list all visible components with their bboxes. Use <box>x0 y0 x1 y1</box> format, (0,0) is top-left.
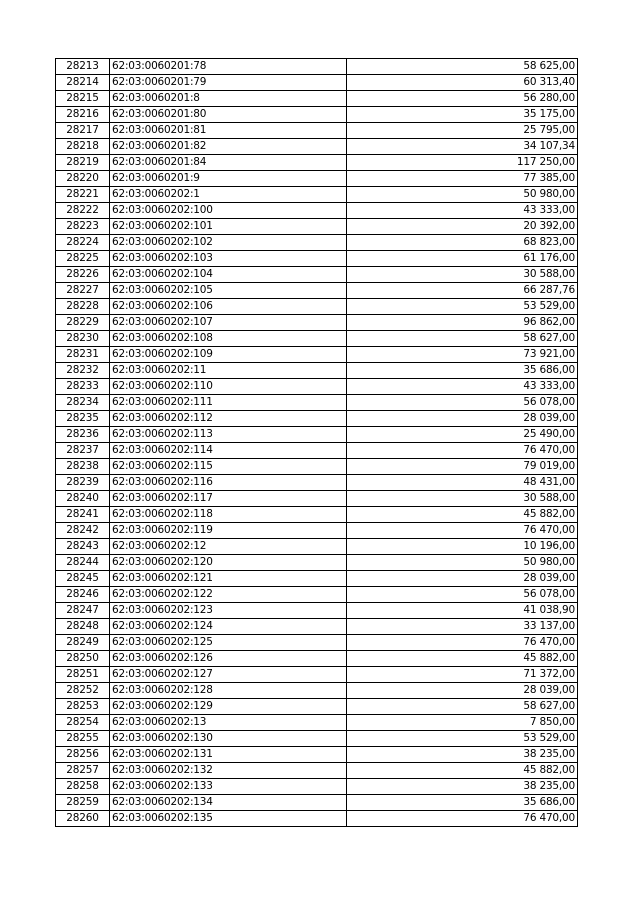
cadastral-value-cell: 66 287,76 <box>347 283 578 299</box>
cadastral-number-cell: 62:03:0060202:117 <box>110 491 347 507</box>
table-row <box>56 59 578 75</box>
row-number-cell: 28256 <box>56 747 110 763</box>
cadastral-number-cell: 62:03:0060202:125 <box>110 635 347 651</box>
row-number-cell: 28236 <box>56 427 110 443</box>
table-row <box>56 507 578 523</box>
cadastral-value-cell: 53 529,00 <box>347 299 578 315</box>
table-row <box>56 203 578 219</box>
cadastral-number-cell: 62:03:0060201:79 <box>110 75 347 91</box>
row-number-cell: 28220 <box>56 171 110 187</box>
table-row <box>56 811 578 827</box>
cadastral-value-cell: 53 529,00 <box>347 731 578 747</box>
cadastral-number-cell: 62:03:0060201:8 <box>110 91 347 107</box>
cadastral-number-cell: 62:03:0060202:113 <box>110 427 347 443</box>
cadastral-number-cell: 62:03:0060201:82 <box>110 139 347 155</box>
table-row <box>56 219 578 235</box>
cadastral-value-cell: 50 980,00 <box>347 555 578 571</box>
cadastral-number-cell: 62:03:0060202:123 <box>110 603 347 619</box>
table-row <box>56 459 578 475</box>
cadastral-number-cell: 62:03:0060202:122 <box>110 587 347 603</box>
cadastral-number-cell: 62:03:0060202:124 <box>110 619 347 635</box>
cadastral-number-cell: 62:03:0060202:11 <box>110 363 347 379</box>
row-number-cell: 28255 <box>56 731 110 747</box>
cadastral-number-cell: 62:03:0060202:107 <box>110 315 347 331</box>
table-row <box>56 363 578 379</box>
cadastral-value-cell: 60 313,40 <box>347 75 578 91</box>
cadastral-value-cell: 48 431,00 <box>347 475 578 491</box>
cadastral-number-cell: 62:03:0060201:84 <box>110 155 347 171</box>
table-row <box>56 715 578 731</box>
table-row <box>56 171 578 187</box>
table-row <box>56 331 578 347</box>
row-number-cell: 28249 <box>56 635 110 651</box>
table-row <box>56 635 578 651</box>
table-row <box>56 235 578 251</box>
cadastral-number-cell: 62:03:0060202:135 <box>110 811 347 827</box>
cadastral-number-cell: 62:03:0060202:115 <box>110 459 347 475</box>
row-number-cell: 28235 <box>56 411 110 427</box>
table-row <box>56 123 578 139</box>
row-number-cell: 28243 <box>56 539 110 555</box>
cadastral-value-cell: 30 588,00 <box>347 491 578 507</box>
cadastral-number-cell: 62:03:0060202:109 <box>110 347 347 363</box>
row-number-cell: 28251 <box>56 667 110 683</box>
cadastral-value-cell: 35 175,00 <box>347 107 578 123</box>
cadastral-number-cell: 62:03:0060201:9 <box>110 171 347 187</box>
table-row <box>56 731 578 747</box>
row-number-cell: 28252 <box>56 683 110 699</box>
cadastral-value-cell: 28 039,00 <box>347 683 578 699</box>
cadastral-value-cell: 56 078,00 <box>347 587 578 603</box>
cadastral-number-cell: 62:03:0060202:106 <box>110 299 347 315</box>
cadastral-value-cell: 56 078,00 <box>347 395 578 411</box>
cadastral-value-cell: 28 039,00 <box>347 411 578 427</box>
cadastral-value-cell: 30 588,00 <box>347 267 578 283</box>
cadastral-number-cell: 62:03:0060201:78 <box>110 59 347 75</box>
cadastral-value-cell: 7 850,00 <box>347 715 578 731</box>
row-number-cell: 28225 <box>56 251 110 267</box>
cadastral-number-cell: 62:03:0060202:131 <box>110 747 347 763</box>
cadastral-number-cell: 62:03:0060202:130 <box>110 731 347 747</box>
cadastral-number-cell: 62:03:0060202:121 <box>110 571 347 587</box>
cadastral-number-cell: 62:03:0060202:132 <box>110 763 347 779</box>
row-number-cell: 28250 <box>56 651 110 667</box>
cadastral-value-cell: 77 385,00 <box>347 171 578 187</box>
row-number-cell: 28238 <box>56 459 110 475</box>
cadastral-value-cell: 79 019,00 <box>347 459 578 475</box>
row-number-cell: 28246 <box>56 587 110 603</box>
row-number-cell: 28231 <box>56 347 110 363</box>
row-number-cell: 28253 <box>56 699 110 715</box>
cadastral-number-cell: 62:03:0060202:134 <box>110 795 347 811</box>
row-number-cell: 28233 <box>56 379 110 395</box>
cadastral-number-cell: 62:03:0060202:129 <box>110 699 347 715</box>
table-row <box>56 107 578 123</box>
row-number-cell: 28259 <box>56 795 110 811</box>
table-row <box>56 683 578 699</box>
row-number-cell: 28226 <box>56 267 110 283</box>
table-row <box>56 411 578 427</box>
table-row <box>56 139 578 155</box>
cadastral-number-cell: 62:03:0060202:111 <box>110 395 347 411</box>
row-number-cell: 28257 <box>56 763 110 779</box>
cadastral-value-cell: 117 250,00 <box>347 155 578 171</box>
cadastral-number-cell: 62:03:0060202:116 <box>110 475 347 491</box>
cadastral-value-cell: 76 470,00 <box>347 635 578 651</box>
cadastral-value-cell: 58 627,00 <box>347 699 578 715</box>
table-row <box>56 555 578 571</box>
row-number-cell: 28247 <box>56 603 110 619</box>
row-number-cell: 28239 <box>56 475 110 491</box>
row-number-cell: 28241 <box>56 507 110 523</box>
table-row <box>56 491 578 507</box>
row-number-cell: 28244 <box>56 555 110 571</box>
table-row <box>56 779 578 795</box>
row-number-cell: 28232 <box>56 363 110 379</box>
row-number-cell: 28215 <box>56 91 110 107</box>
row-number-cell: 28227 <box>56 283 110 299</box>
cadastral-value-cell: 96 862,00 <box>347 315 578 331</box>
row-number-cell: 28234 <box>56 395 110 411</box>
cadastral-value-cell: 43 333,00 <box>347 379 578 395</box>
cadastral-value-cell: 76 470,00 <box>347 811 578 827</box>
cadastral-value-cell: 43 333,00 <box>347 203 578 219</box>
row-number-cell: 28260 <box>56 811 110 827</box>
table-row <box>56 619 578 635</box>
table-row <box>56 475 578 491</box>
cadastral-value-cell: 41 038,90 <box>347 603 578 619</box>
cadastral-number-cell: 62:03:0060201:81 <box>110 123 347 139</box>
table-row <box>56 523 578 539</box>
row-number-cell: 28222 <box>56 203 110 219</box>
cadastral-value-cell: 50 980,00 <box>347 187 578 203</box>
cadastral-number-cell: 62:03:0060201:80 <box>110 107 347 123</box>
row-number-cell: 28242 <box>56 523 110 539</box>
cadastral-number-cell: 62:03:0060202:13 <box>110 715 347 731</box>
cadastral-value-cell: 25 490,00 <box>347 427 578 443</box>
cadastral-number-cell: 62:03:0060202:110 <box>110 379 347 395</box>
cadastral-value-table <box>55 58 578 827</box>
cadastral-number-cell: 62:03:0060202:1 <box>110 187 347 203</box>
cadastral-value-cell: 33 137,00 <box>347 619 578 635</box>
cadastral-value-cell: 35 686,00 <box>347 363 578 379</box>
table-row <box>56 155 578 171</box>
cadastral-number-cell: 62:03:0060202:108 <box>110 331 347 347</box>
cadastral-value-cell: 20 392,00 <box>347 219 578 235</box>
table-row <box>56 795 578 811</box>
row-number-cell: 28230 <box>56 331 110 347</box>
cadastral-number-cell: 62:03:0060202:100 <box>110 203 347 219</box>
cadastral-number-cell: 62:03:0060202:102 <box>110 235 347 251</box>
cadastral-number-cell: 62:03:0060202:128 <box>110 683 347 699</box>
row-number-cell: 28228 <box>56 299 110 315</box>
table-row <box>56 651 578 667</box>
cadastral-value-cell: 76 470,00 <box>347 523 578 539</box>
table-row <box>56 395 578 411</box>
cadastral-value-cell: 34 107,34 <box>347 139 578 155</box>
table-row <box>56 187 578 203</box>
cadastral-number-cell: 62:03:0060202:114 <box>110 443 347 459</box>
table-row <box>56 91 578 107</box>
cadastral-value-cell: 56 280,00 <box>347 91 578 107</box>
row-number-cell: 28245 <box>56 571 110 587</box>
cadastral-number-cell: 62:03:0060202:126 <box>110 651 347 667</box>
cadastral-value-cell: 71 372,00 <box>347 667 578 683</box>
row-number-cell: 28254 <box>56 715 110 731</box>
cadastral-value-cell: 45 882,00 <box>347 651 578 667</box>
cadastral-value-cell: 38 235,00 <box>347 779 578 795</box>
cadastral-value-cell: 58 625,00 <box>347 59 578 75</box>
table-row <box>56 443 578 459</box>
row-number-cell: 28219 <box>56 155 110 171</box>
cadastral-number-cell: 62:03:0060202:127 <box>110 667 347 683</box>
table-row <box>56 571 578 587</box>
cadastral-number-cell: 62:03:0060202:120 <box>110 555 347 571</box>
cadastral-number-cell: 62:03:0060202:119 <box>110 523 347 539</box>
table-row <box>56 699 578 715</box>
cadastral-number-cell: 62:03:0060202:104 <box>110 267 347 283</box>
cadastral-value-cell: 61 176,00 <box>347 251 578 267</box>
row-number-cell: 28218 <box>56 139 110 155</box>
table-row <box>56 667 578 683</box>
cadastral-value-cell: 76 470,00 <box>347 443 578 459</box>
table-row <box>56 427 578 443</box>
table-row <box>56 347 578 363</box>
cadastral-value-cell: 58 627,00 <box>347 331 578 347</box>
table-row <box>56 587 578 603</box>
row-number-cell: 28214 <box>56 75 110 91</box>
table-row <box>56 75 578 91</box>
cadastral-value-cell: 35 686,00 <box>347 795 578 811</box>
table-row <box>56 603 578 619</box>
cadastral-number-cell: 62:03:0060202:105 <box>110 283 347 299</box>
cadastral-number-cell: 62:03:0060202:12 <box>110 539 347 555</box>
cadastral-value-cell: 68 823,00 <box>347 235 578 251</box>
row-number-cell: 28258 <box>56 779 110 795</box>
cadastral-value-cell: 45 882,00 <box>347 507 578 523</box>
table-row <box>56 315 578 331</box>
row-number-cell: 28221 <box>56 187 110 203</box>
cadastral-value-cell: 28 039,00 <box>347 571 578 587</box>
row-number-cell: 28213 <box>56 59 110 75</box>
row-number-cell: 28237 <box>56 443 110 459</box>
cadastral-number-cell: 62:03:0060202:101 <box>110 219 347 235</box>
row-number-cell: 28224 <box>56 235 110 251</box>
cadastral-value-cell: 45 882,00 <box>347 763 578 779</box>
cadastral-value-cell: 38 235,00 <box>347 747 578 763</box>
table-row <box>56 539 578 555</box>
table-row <box>56 299 578 315</box>
row-number-cell: 28216 <box>56 107 110 123</box>
cadastral-number-cell: 62:03:0060202:133 <box>110 779 347 795</box>
cadastral-number-cell: 62:03:0060202:112 <box>110 411 347 427</box>
table-row <box>56 379 578 395</box>
row-number-cell: 28248 <box>56 619 110 635</box>
table-body <box>56 59 578 827</box>
row-number-cell: 28217 <box>56 123 110 139</box>
row-number-cell: 28240 <box>56 491 110 507</box>
cadastral-value-cell: 25 795,00 <box>347 123 578 139</box>
cadastral-value-cell: 73 921,00 <box>347 347 578 363</box>
table-row <box>56 251 578 267</box>
cadastral-number-cell: 62:03:0060202:103 <box>110 251 347 267</box>
cadastral-number-cell: 62:03:0060202:118 <box>110 507 347 523</box>
row-number-cell: 28223 <box>56 219 110 235</box>
table-row <box>56 763 578 779</box>
cadastral-value-cell: 10 196,00 <box>347 539 578 555</box>
row-number-cell: 28229 <box>56 315 110 331</box>
table-row <box>56 747 578 763</box>
table-row <box>56 267 578 283</box>
table-row <box>56 283 578 299</box>
